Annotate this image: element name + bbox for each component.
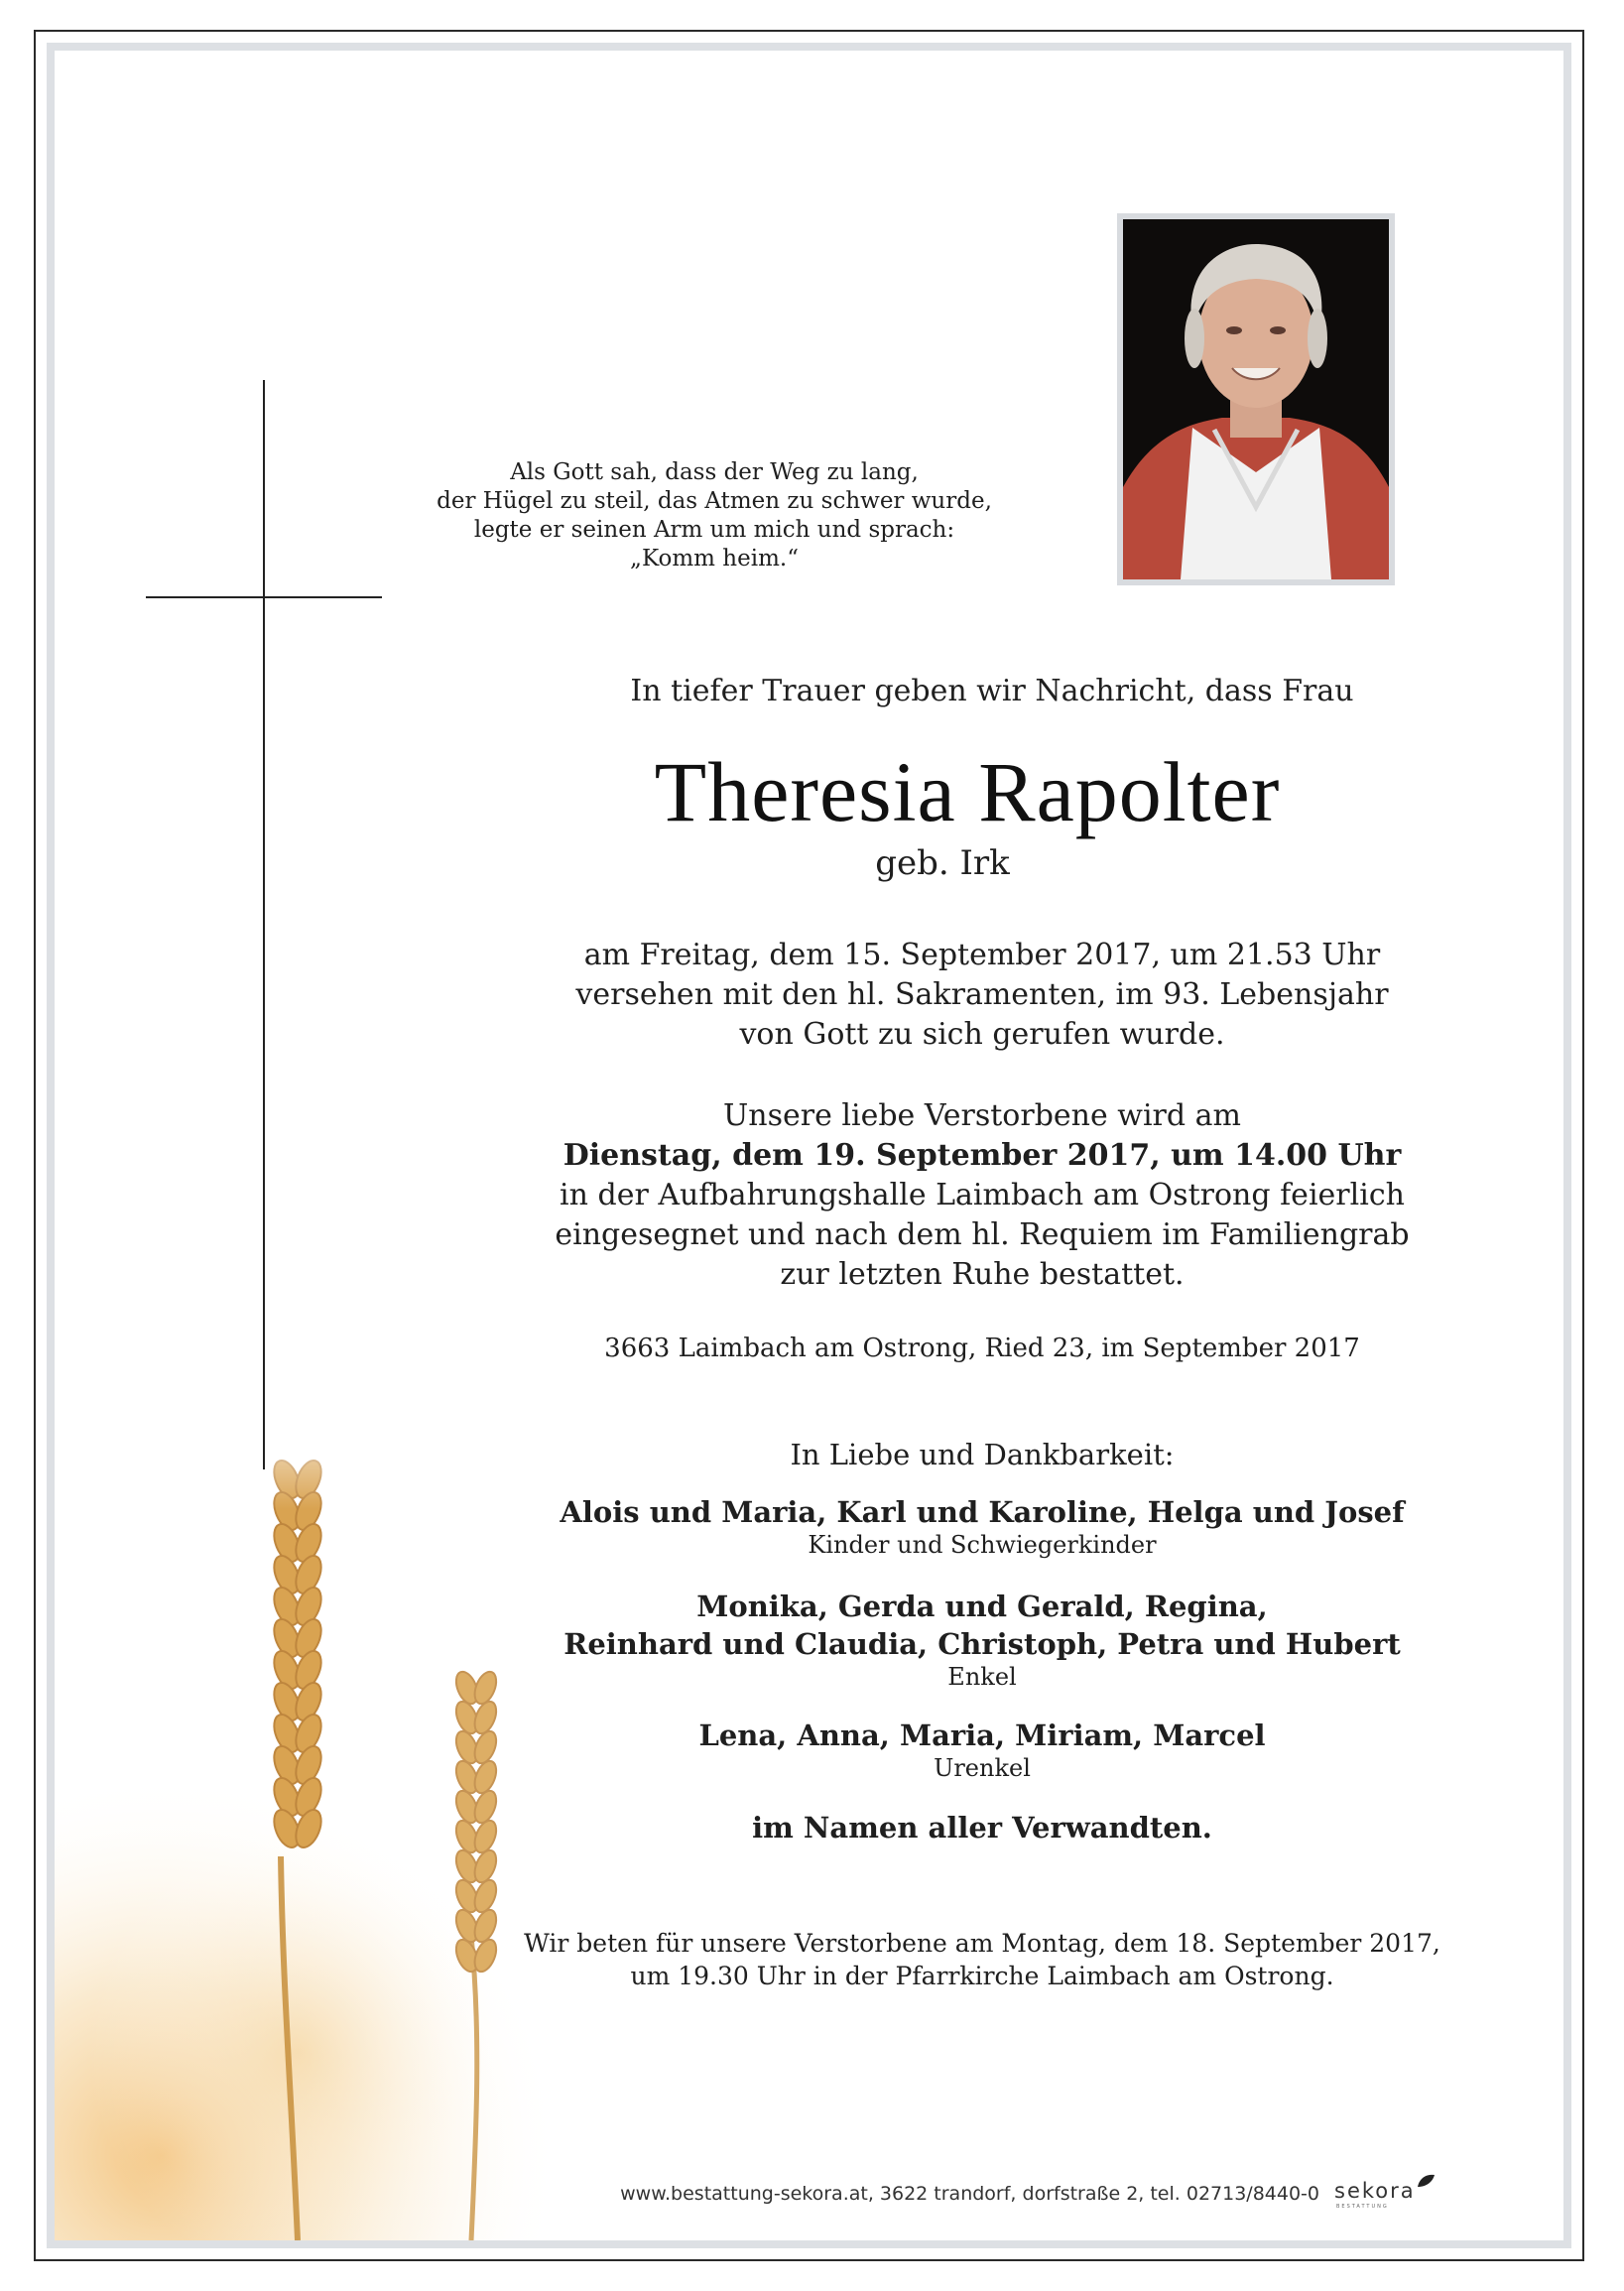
logo-subtext: BESTATTUNG xyxy=(1336,2204,1389,2210)
rosary-line: Wir beten für unsere Verstorbene am Montag, dem 18. September 2017, xyxy=(524,1929,1440,1958)
rosary-line: um 19.30 Uhr in der Pfarrkirche Laimbach am Ostrong. xyxy=(630,1962,1334,1990)
portrait-photo xyxy=(1123,219,1389,579)
children-relation: Kinder und Schwiegerkinder xyxy=(808,1531,1157,1559)
funeral-home-contact: www.bestattung-sekora.at, 3622 trandorf, dorfstraße 2, tel. 02713/8440-0 xyxy=(620,2183,1319,2205)
grandchildren-relation: Enkel xyxy=(947,1663,1017,1691)
death-line: am Freitag, dem 15. September 2017, um 21.53 Uhr xyxy=(583,938,1381,972)
great-grandchildren-names: Lena, Anna, Maria, Miriam, Marcel xyxy=(698,1718,1266,1752)
poem-line: legte er seinen Arm um mich und sprach: xyxy=(473,517,955,543)
place-date: 3663 Laimbach am Ostrong, Ried 23, im September 2017 xyxy=(604,1334,1360,1363)
portrait-frame xyxy=(1117,213,1395,585)
memorial-poem xyxy=(417,458,1012,573)
poem-line: der Hügel zu steil, das Atmen zu schwer wurde, xyxy=(437,488,992,514)
rosary-notice xyxy=(417,1927,1548,1992)
great-grandchildren-relation: Urenkel xyxy=(934,1754,1031,1782)
cross-horizontal-bar xyxy=(146,596,382,598)
funeral-details xyxy=(417,1096,1548,1295)
grandchildren-group xyxy=(417,1588,1548,1691)
funeral-line: zur letzten Ruhe bestattet. xyxy=(780,1257,1185,1292)
grandchildren-names: Monika, Gerda und Gerald, Regina, xyxy=(696,1590,1268,1623)
death-line: versehen mit den hl. Sakramenten, im 93. Lebensjahr xyxy=(575,977,1389,1012)
funeral-line: eingesegnet und nach dem hl. Requiem im Familiengrab xyxy=(555,1217,1410,1252)
grandchildren-names: Reinhard und Claudia, Christoph, Petra und Hubert xyxy=(563,1627,1401,1661)
poem-line: Als Gott sah, dass der Weg zu lang, xyxy=(510,459,919,485)
sekora-logo xyxy=(1334,2173,1443,2209)
deceased-name: Theresia Rapolter xyxy=(654,744,1281,839)
death-line: von Gott zu sich gerufen wurde. xyxy=(739,1017,1225,1052)
children-names: Alois und Maria, Karl und Karoline, Helga und Josef xyxy=(560,1495,1405,1529)
closing-line: im Namen aller Verwandten. xyxy=(752,1811,1212,1845)
birth-name: geb. Irk xyxy=(875,843,1010,883)
mourners-heading: In Liebe und Dankbarkeit: xyxy=(790,1438,1175,1471)
poem-line: „Komm heim.“ xyxy=(630,546,799,572)
leaf-icon xyxy=(1416,2173,1436,2189)
great-grandchildren-group xyxy=(417,1717,1548,1782)
funeral-line: Unsere liebe Verstorbene wird am xyxy=(723,1098,1241,1133)
announcement-intro: In tiefer Trauer geben wir Nachricht, dass Frau xyxy=(630,674,1354,708)
logo-text: sekora xyxy=(1334,2179,1416,2203)
children-group xyxy=(417,1493,1548,1559)
cross-vertical-bar xyxy=(263,380,265,1469)
funeral-date-time: Dienstag, dem 19. September 2017, um 14.00 Uhr xyxy=(562,1138,1402,1173)
death-notice xyxy=(417,936,1548,1055)
funeral-line: in der Aufbahrungshalle Laimbach am Ostrong feierlich xyxy=(560,1178,1405,1212)
